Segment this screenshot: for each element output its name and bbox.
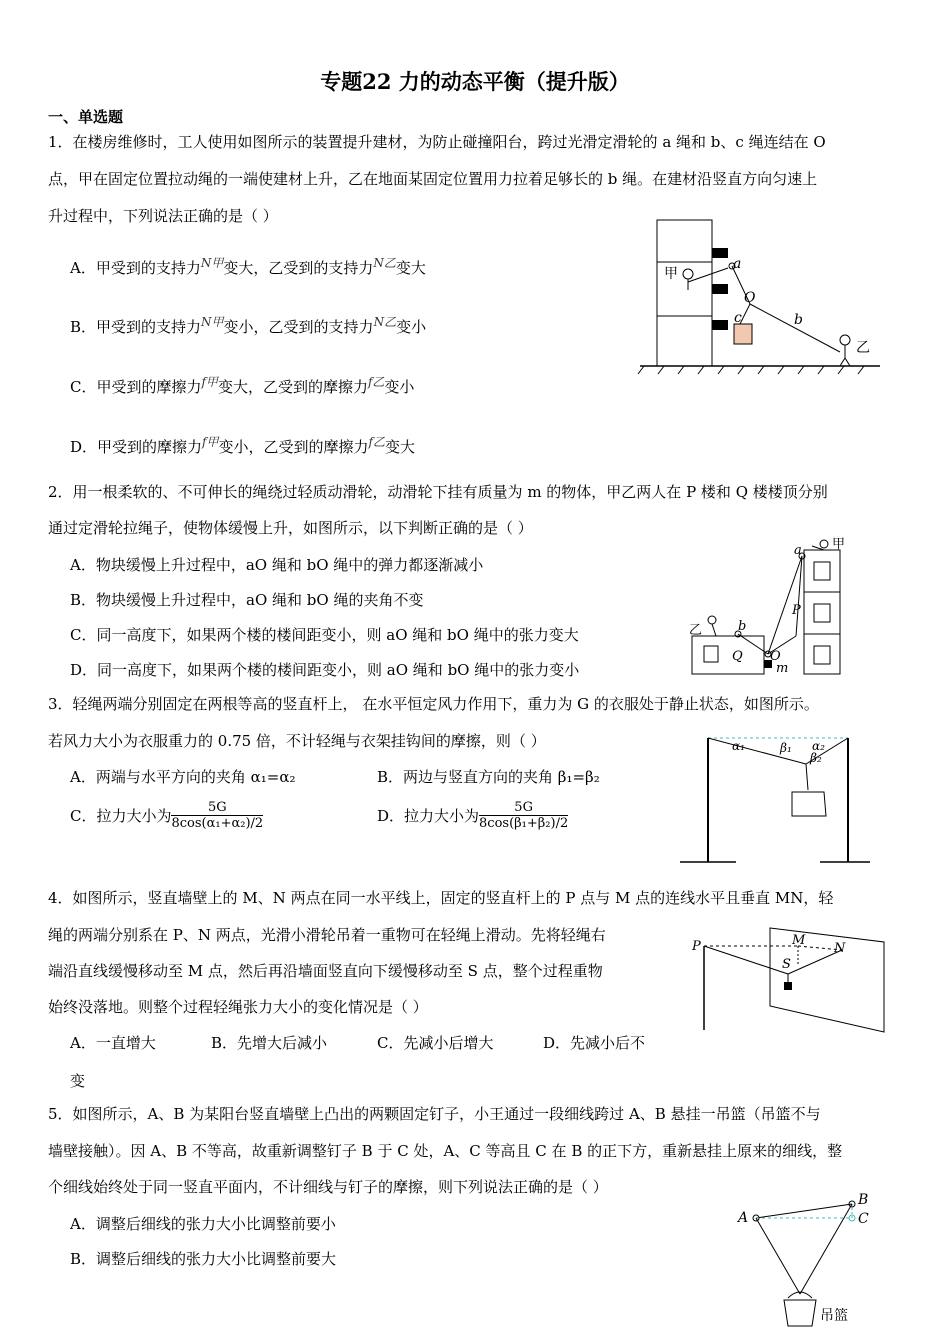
q1-stem-line3: 升过程中，下列说法正确的是（ ） bbox=[48, 207, 278, 225]
q4-stem-line3: 端沿直线缓慢移动至 M 点，然后再沿墙面竖直向下缓慢移动至 S 点，整个过程重物 bbox=[48, 962, 603, 980]
q5-stem-line3: 个细线始终处于同一竖直平面内，不计细线与钉子的摩擦，则下列说法正确的是（ ） bbox=[48, 1178, 608, 1196]
q5-option-a[interactable]: A．调整后细线的张力大小比调整前要小 bbox=[70, 1215, 336, 1233]
q1-a-text1: A．甲受到的支持力 bbox=[70, 259, 201, 277]
q5-figure bbox=[734, 1190, 884, 1334]
q4-fig-m: M bbox=[792, 933, 806, 948]
q3-option-a[interactable]: A．两端与水平方向的夹角 α₁=α₂ bbox=[70, 768, 296, 786]
q4-stem-line4: 始终没落地。则整个过程轻绳张力大小的变化情况是（ ） bbox=[48, 998, 428, 1016]
q3-c-text: C．拉力大小为 bbox=[70, 807, 172, 825]
q4-option-c[interactable]: C．先减小后增大 bbox=[377, 1034, 494, 1052]
q3-figure bbox=[680, 730, 870, 875]
q5-stem-line2: 墙壁接触）。因 A、B 不等高，故重新调整钉子 B 于 C 处，A、C 等高且 C 在 B 的正下方，重新悬挂上原来的细线，整 bbox=[48, 1142, 843, 1160]
q1-b-text3: 变小 bbox=[396, 318, 427, 336]
q4-fig-s: S bbox=[782, 957, 791, 972]
q3-d-denominator: 8cos(β₁+β₂)/2 bbox=[479, 816, 569, 831]
q5-fig-c: C bbox=[858, 1211, 869, 1227]
q1-b-symbol2: N乙 bbox=[373, 315, 397, 329]
q2-option-b[interactable]: B．物块缓慢上升过程中，aO 绳和 bO 绳的夹角不变 bbox=[70, 591, 424, 609]
q1-option-d[interactable] bbox=[70, 433, 415, 457]
q3-option-c[interactable] bbox=[70, 800, 263, 831]
q1-stem-line2: 点，甲在固定位置拉动绳的一端使建材上升，乙在地面某固定位置用力拉着足够长的 b 绳。在建材沿竖直方向匀速上 bbox=[48, 170, 818, 188]
q4-option-d[interactable]: D．先减小后不 bbox=[543, 1034, 646, 1052]
page-title: 专题22 力的动态平衡（提升版） bbox=[320, 69, 630, 94]
q1-a-text3: 变大 bbox=[395, 259, 426, 277]
q2-stem-line2: 通过定滑轮拉绳子，使物体缓慢上升，如图所示，以下判断正确的是（ ） bbox=[48, 519, 533, 537]
q1-fig-c: c bbox=[734, 310, 742, 326]
q1-d-text2: 变小，乙受到的摩擦力 bbox=[218, 438, 369, 456]
q1-option-a[interactable] bbox=[70, 254, 426, 278]
q3-fig-alpha2: α₂ bbox=[812, 739, 825, 753]
q3-c-numerator: 5G bbox=[171, 800, 263, 816]
q4-stem-line2: 绳的两端分别系在 P、N 两点，光滑小滑轮吊着一重物可在轻绳上滑动。先将轻绳右 bbox=[48, 926, 606, 944]
q1-a-text2: 变大，乙受到的支持力 bbox=[223, 259, 374, 277]
q1-stem-line1: 1．在楼房维修时，工人使用如图所示的装置提升建材，为防止碰撞阳台，跨过光滑定滑轮的 a 绳和 b、c 绳连结在 O bbox=[48, 133, 826, 151]
q1-b-symbol1: N甲 bbox=[201, 315, 224, 329]
q5-option-b[interactable]: B．调整后细线的张力大小比调整前要大 bbox=[70, 1250, 337, 1268]
q3-d-fraction bbox=[479, 800, 568, 831]
q4-option-d-wrap: 变 bbox=[70, 1072, 86, 1090]
q2-stem-line1: 2．用一根柔软的、不可伸长的绳绕过轻质动滑轮，动滑轮下挂有质量为 m 的物体，甲乙两人在 P 楼和 Q 楼楼顶分别 bbox=[48, 483, 828, 501]
q3-c-fraction bbox=[171, 800, 263, 831]
q4-figure bbox=[690, 926, 890, 1034]
q1-a-symbol2: N乙 bbox=[373, 256, 396, 270]
q1-d-text1: D．甲受到的摩擦力 bbox=[70, 438, 203, 456]
q1-figure bbox=[640, 216, 880, 378]
q4-fig-n: N bbox=[834, 941, 846, 956]
q2-figure bbox=[684, 536, 844, 680]
q1-fig-a: a bbox=[733, 256, 742, 272]
q2-fig-o: O bbox=[770, 649, 781, 664]
q4-option-a[interactable]: A．一直增大 bbox=[70, 1034, 156, 1052]
q1-fig-o: O bbox=[744, 290, 756, 306]
q2-fig-a: a bbox=[794, 543, 802, 558]
q3-stem-line1: 3．轻绳两端分别固定在两根等高的竖直杆上， 在水平恒定风力作用下，重力为 G 的衣服处于静止状态，如图所示。 bbox=[48, 695, 819, 713]
q1-c-text2: 变大，乙受到的摩擦力 bbox=[217, 378, 368, 396]
q2-fig-b: b bbox=[738, 619, 747, 634]
q3-fig-beta2: β₂ bbox=[810, 751, 822, 765]
q3-option-d[interactable] bbox=[377, 800, 568, 831]
q1-b-text2: 变小，乙受到的支持力 bbox=[223, 318, 374, 336]
q1-fig-yi: 乙 bbox=[856, 340, 870, 356]
q2-fig-jia: 甲 bbox=[832, 537, 846, 552]
q1-option-c[interactable] bbox=[70, 373, 414, 397]
q3-d-numerator: 5G bbox=[479, 800, 568, 816]
q3-c-denominator: 8cos(α₁+α₂)/2 bbox=[171, 816, 264, 831]
q1-d-text3: 变大 bbox=[384, 438, 415, 456]
q2-option-d[interactable]: D．同一高度下，如果两个楼的楼间距变小，则 aO 绳和 bO 绳中的张力变小 bbox=[70, 661, 580, 679]
q2-option-c[interactable]: C．同一高度下，如果两个楼的楼间距变小，则 aO 绳和 bO 绳中的张力变大 bbox=[70, 626, 579, 644]
q1-option-b[interactable] bbox=[70, 313, 426, 337]
q2-fig-yi: 乙 bbox=[689, 623, 703, 638]
q5-fig-basket: 吊篮 bbox=[820, 1308, 848, 1324]
q5-fig-a: A bbox=[738, 1210, 749, 1226]
q3-fig-alpha1: α₁ bbox=[732, 739, 745, 753]
q1-c-text3: 变小 bbox=[384, 378, 415, 396]
q1-c-symbol1: f甲 bbox=[201, 375, 218, 389]
q1-c-text1: C．甲受到的摩擦力 bbox=[70, 378, 202, 396]
q3-option-b[interactable]: B．两边与竖直方向的夹角 β₁=β₂ bbox=[377, 768, 600, 786]
q2-fig-m: m bbox=[776, 661, 789, 676]
q4-stem-line1: 4．如图所示，竖直墙壁上的 M、N 两点在同一水平线上，固定的竖直杆上的 P 点与 M 点的连线水平且垂直 MN，轻 bbox=[48, 889, 834, 907]
q2-fig-q: Q bbox=[732, 649, 743, 664]
q5-stem-line1: 5．如图所示，A、B 为某阳台竖直墙壁上凸出的两颗固定钉子，小王通过一段细线跨过 A、B 悬挂一吊篮（吊篮不与 bbox=[48, 1105, 821, 1123]
q1-c-symbol2: f乙 bbox=[367, 375, 385, 389]
q1-d-symbol2: f乙 bbox=[368, 435, 385, 449]
q3-stem-line2: 若风力大小为衣服重力的 0.75 倍，不计轻绳与衣架挂钩间的摩擦，则（ ） bbox=[48, 732, 546, 750]
section-heading: 一、单选题 bbox=[48, 108, 124, 126]
q2-fig-p: P bbox=[792, 603, 801, 618]
q4-option-b[interactable]: B．先增大后减小 bbox=[211, 1034, 328, 1052]
q5-fig-b: B bbox=[858, 1192, 869, 1208]
q4-fig-p: P bbox=[692, 939, 701, 954]
q3-d-text: D．拉力大小为 bbox=[377, 807, 480, 825]
q1-b-text1: B．甲受到的支持力 bbox=[70, 318, 202, 336]
q1-a-symbol1: N甲 bbox=[200, 256, 224, 270]
q1-d-symbol1: f甲 bbox=[202, 435, 219, 449]
q2-option-a[interactable]: A．物块缓慢上升过程中，aO 绳和 bO 绳中的弹力都逐渐减小 bbox=[70, 556, 484, 574]
q3-fig-beta1: β₁ bbox=[780, 741, 792, 755]
q1-fig-b: b bbox=[794, 312, 803, 328]
q1-fig-jia: 甲 bbox=[664, 266, 678, 282]
